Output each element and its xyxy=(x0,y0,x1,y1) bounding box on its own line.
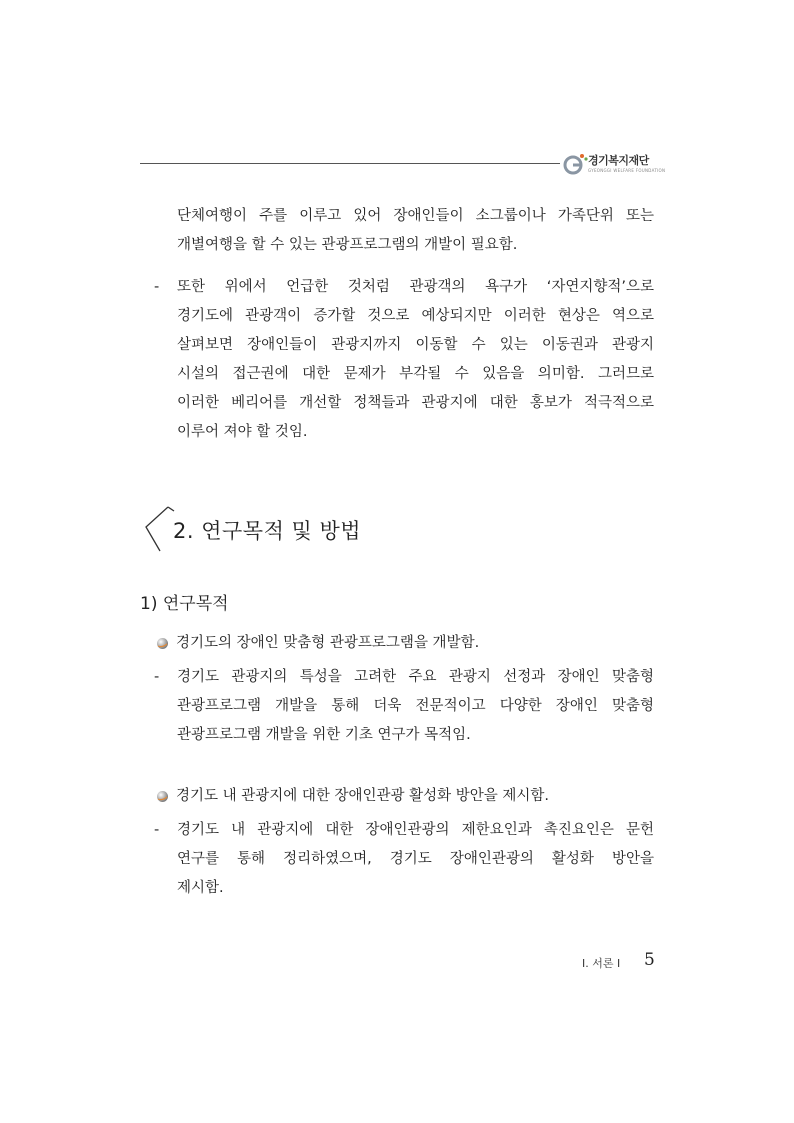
text-line: 관광프로그램 개발을 통해 더욱 전문적이고 다양한 장애인 맞춤형 xyxy=(177,698,654,714)
foundation-logo xyxy=(562,150,666,180)
bullet-item-2: 경기도 내 관광지에 대한 장애인관광 활성화 방안을 제시함. xyxy=(176,788,550,804)
text-line: 개별여행을 할 수 있는 관광프로그램의 개발이 필요함. xyxy=(177,237,518,253)
text-line: 관광프로그램 개발을 위한 기초 연구가 목적임. xyxy=(177,727,471,743)
text-line: 시설의 접근권에 대한 문제가 부각될 수 있음을 의미함. 그러므로 xyxy=(177,366,654,382)
text-line: 경기도 내 관광지에 대한 장애인관광의 제한요인과 촉진요인은 문헌 xyxy=(177,822,654,838)
paragraph-4 xyxy=(177,816,654,903)
paragraph-1 xyxy=(177,202,654,260)
bullet-item-1: 경기도의 장애인 맞춤형 관광프로그램을 개발함. xyxy=(176,635,480,651)
bullet-sphere-icon xyxy=(156,790,169,803)
section-title: 2. 연구목적 및 방법 xyxy=(173,519,362,543)
footer-chapter-label: Ⅰ. 서론 Ⅰ xyxy=(582,957,621,970)
text-line: 연구를 통해 정리하였으며, 경기도 장애인관광의 활성화 방안을 xyxy=(177,851,654,867)
paragraph-2 xyxy=(177,273,654,447)
dash-marker: - xyxy=(154,822,160,838)
logo-mark-icon xyxy=(562,150,588,176)
text-line: 살펴보면 장애인들이 관광지까지 이동할 수 있는 이동권과 관광지 xyxy=(177,337,654,353)
text-line: 이러한 베리어를 개선할 정책들과 관광지에 대한 홍보가 적극적으로 xyxy=(177,395,654,411)
dash-marker: - xyxy=(154,279,160,295)
text-line: 이루어 져야 할 것임. xyxy=(177,424,308,440)
logo-name: 경기복지재단 xyxy=(588,154,649,167)
bullet-sphere-icon xyxy=(156,637,169,650)
subsection-title: 1) 연구목적 xyxy=(140,594,229,614)
text-line: 또한 위에서 언급한 것처럼 관광객의 욕구가 ‘자연지향적’으로 xyxy=(177,279,654,295)
text-line: 단체여행이 주를 이루고 있어 장애인들이 소그룹이나 가족단위 또는 xyxy=(177,208,654,224)
header-rule xyxy=(140,163,560,164)
paragraph-3 xyxy=(177,663,654,750)
text-line: 경기도에 관광객이 증가할 것으로 예상되지만 이러한 현상은 역으로 xyxy=(177,308,654,324)
text-line: 제시함. xyxy=(177,880,224,896)
page-number: 5 xyxy=(644,950,655,970)
text-line: 경기도 관광지의 특성을 고려한 주요 관광지 선정과 장애인 맞춤형 xyxy=(177,669,654,685)
dash-marker: - xyxy=(154,669,160,685)
logo-subtext: GYEONGGI WELFARE FOUNDATION xyxy=(588,168,666,173)
